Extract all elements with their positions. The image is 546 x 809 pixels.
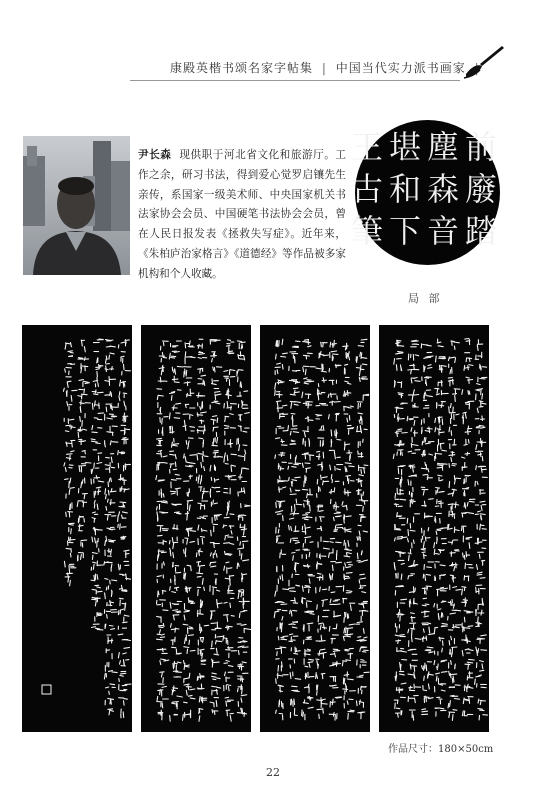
detail-character: 下 [388, 212, 422, 250]
bio-text: 现供职于河北省文化和旅游厅。工作之余，研习书法，得到爱心觉罗启镶先生亲传，系国家一级美术师、中央国家机关书法家协会会员、中国硬笔书法协会会员，曾在人民日报发表《拯救失写症》。近年来，《朱柏庐治家格言》《道德经》等作品被多家机构和个人收藏。 [138, 149, 346, 280]
calligraphy-strokes [42, 339, 131, 718]
author-name: 尹长森 [138, 149, 172, 161]
author-bio [138, 146, 346, 285]
calligraphy-detail [350, 120, 500, 265]
book-title: 康殿英楷书颂名家字帖集 [170, 61, 314, 75]
detail-character: 音 [426, 212, 460, 250]
detail-character: 廢 [464, 170, 498, 208]
artwork-size: 作品尺寸：180×50cm [388, 744, 494, 755]
detail-character: 古 [350, 170, 384, 208]
header-separator: | [321, 61, 327, 75]
header-title [170, 59, 466, 76]
detail-character: 堪 [388, 128, 422, 166]
brush-icon [462, 44, 506, 80]
calligraphy-strokes [274, 339, 369, 720]
header-rule [130, 80, 460, 81]
detail-character: 塵 [426, 128, 460, 166]
detail-character: 前 [464, 128, 498, 166]
calligraphy-panel-4 [379, 325, 489, 732]
detail-character: 王 [350, 128, 384, 166]
calligraphy-panel-3 [260, 325, 370, 732]
calligraphy-panel-1 [22, 325, 132, 732]
page-number: 22 [266, 766, 280, 779]
calligraphy-strokes [393, 339, 487, 721]
detail-character: 和 [388, 170, 422, 208]
detail-character: 踏 [464, 212, 498, 250]
seal-stamp [42, 685, 51, 694]
author-portrait [23, 136, 130, 275]
detail-character: 森 [426, 170, 460, 208]
detail-caption: 局 部 [408, 292, 443, 305]
calligraphy-panel-2 [141, 325, 251, 732]
series-title: 中国当代实力派书画家 [335, 61, 466, 75]
detail-character: 筆 [350, 212, 384, 250]
calligraphy-strokes [156, 339, 251, 721]
